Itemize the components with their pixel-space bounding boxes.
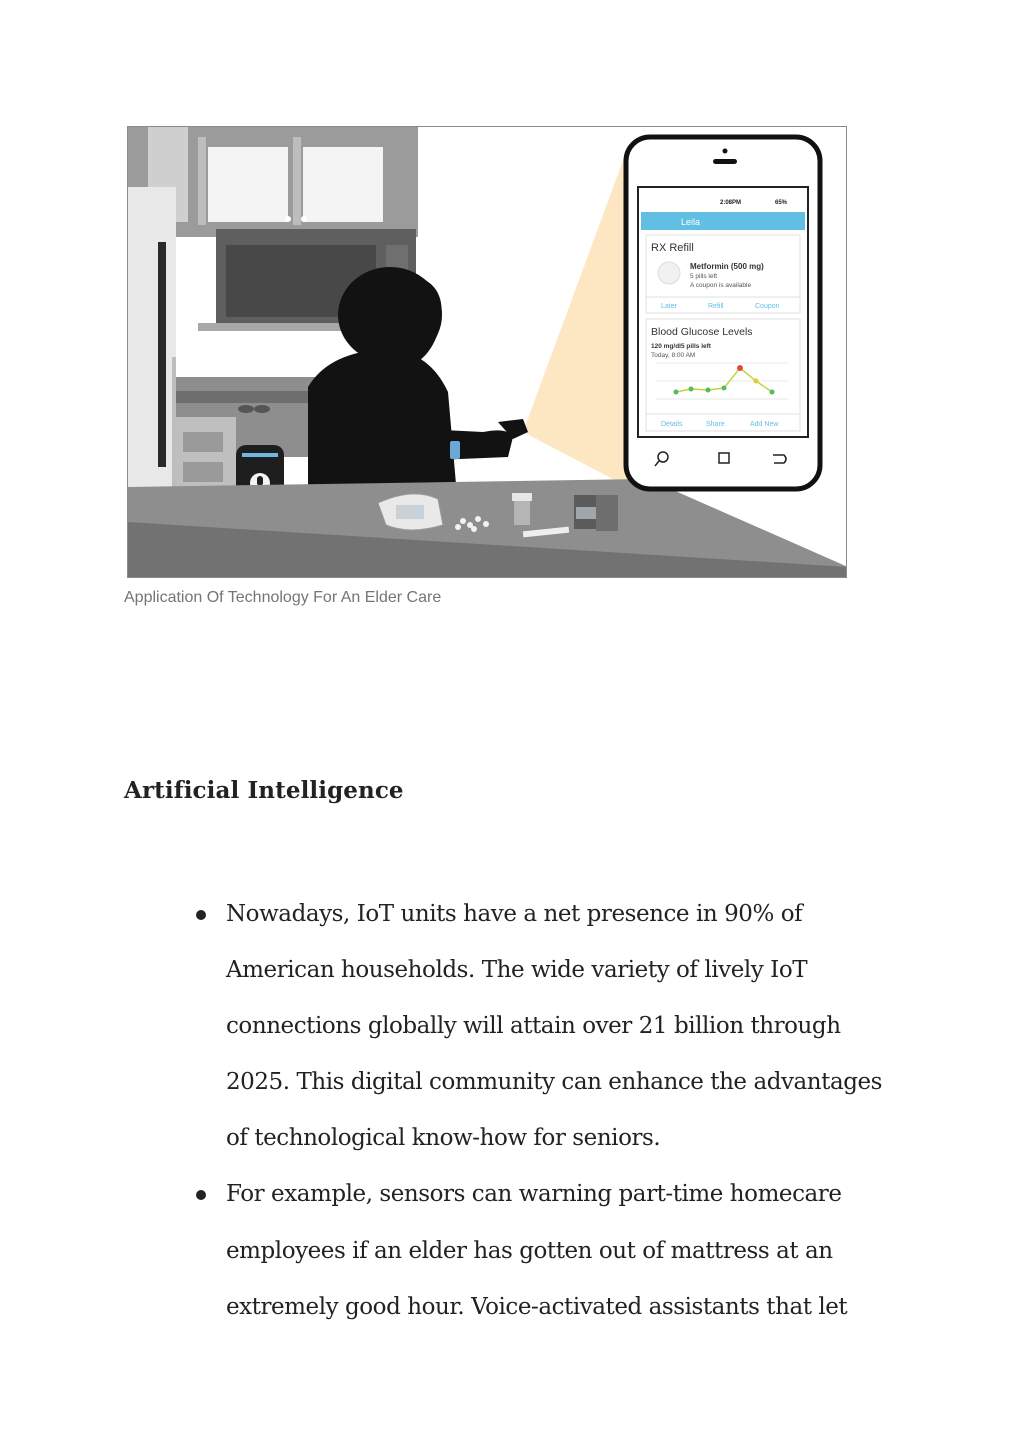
glucose-action-share: Share [706,421,725,428]
bullet-line: For example, sensors can warning part-time homecare [226,1181,842,1208]
rx-coupon: A coupon is available [690,282,752,289]
phone-status-time: 2:08PM [720,200,742,206]
bullet-line: American households. The wide variety of lively IoT [226,957,808,984]
glucose-action-details: Details [661,421,683,428]
rx-drug: Metformin (500 mg) [690,262,764,271]
rx-action-refill: Refill [708,303,724,310]
glucose-reading: 120 mg/dl5 pills left [651,343,711,350]
bullet-line: of technological know-how for seniors. [226,1125,661,1152]
blood-pressure-monitor [378,494,443,530]
glucose-title: Blood Glucose Levels [651,326,753,338]
rx-refill-title: RX Refill [651,242,694,254]
elder-care-illustration [127,126,847,578]
figure-caption: Application Of Technology For An Elder Care [124,589,442,606]
phone-user-name: Leila [681,217,701,227]
glucose-action-add-new: Add New [750,421,779,428]
rx-action-later: Later [661,303,677,310]
bullet-line: extremely good hour. Voice-activated assistants that let [226,1293,848,1320]
bullet-item [226,895,906,1175]
bullet-list [226,895,906,1344]
rx-action-coupon: Coupon [755,303,780,310]
smartwatch [450,441,460,459]
bullet-dot [196,910,206,920]
section-heading: Artificial Intelligence [124,777,404,804]
rx-pills-left: 5 pills left [690,273,718,280]
bullet-line: connections globally will attain over 21 billion through [226,1013,841,1040]
glucose-time: Today, 8:00 AM [651,352,696,359]
phone-status-battery: 65% [775,200,788,206]
bullet-dot [196,1190,206,1200]
bullet-line: 2025. This digital community can enhance the advantages [226,1069,882,1096]
bullet-line: employees if an elder has gotten out of mattress at an [226,1237,833,1264]
bullet-line: Nowadays, IoT units have a net presence in 90% of [226,901,803,927]
smartphone [626,137,820,489]
bullet-item [226,1175,906,1343]
